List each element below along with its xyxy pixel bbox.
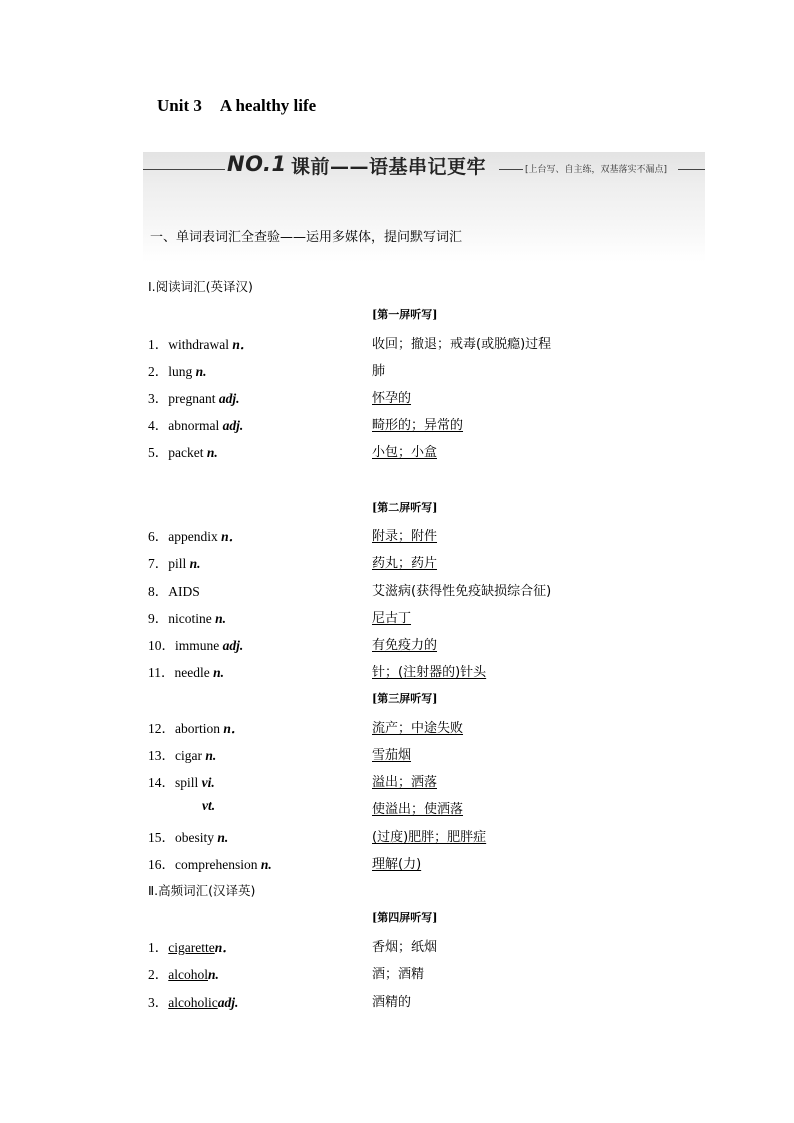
group-label-1: [第一屏听写] [372,308,438,321]
meaning: 酒；酒精 [372,967,425,982]
vocab-row [0,661,794,683]
term: 3．alcoholicadj. [148,995,239,1010]
banner-rule-right [678,169,705,170]
term: 9．nicotine n. [148,611,227,626]
vocab-row [0,441,794,463]
vocab-row [0,387,794,409]
vocab-row [0,607,794,629]
term: 6．appendix n． [148,529,243,544]
banner-number: NO.1 [227,152,287,176]
vocab-row [0,580,794,602]
vocab-row [0,963,794,985]
unit-label: Unit 3 [157,96,202,115]
meaning: 附录；附件 [372,529,438,544]
term: 15．obesity n. [148,830,229,845]
banner-rule-mid [499,169,523,170]
vocab-row [0,634,794,656]
meaning: 艾滋病(获得性免疫缺损综合征) [372,584,552,599]
unit-name: A healthy life [219,96,317,115]
term: 7．pill n. [148,556,201,571]
vocab-row [0,744,794,766]
term: 4．abnormal adj. [148,418,244,433]
vocab-row [0,853,794,875]
group-label-2: [第二屏听写] [372,501,438,514]
banner-rule-left [143,169,225,170]
term: 1．cigaretten． [148,940,236,955]
term: 3．pregnant adj. [148,391,240,406]
meaning: (过度)肥胖；肥胖症 [372,830,487,845]
term: 2．alcoholn. [148,967,219,982]
meaning: 收回；撤退；戒毒(或脱瘾)过程 [372,337,552,352]
term: 2．lung n. [148,364,207,379]
vocab-row [0,525,794,547]
meaning: 流产；中途失败 [372,721,464,736]
part2-heading: Ⅱ.高频词汇(汉译英) [148,883,256,898]
vocab-row [0,717,794,739]
term: 14．spill vi. [148,775,215,790]
part1-heading: Ⅰ.阅读词汇(英译汉) [148,279,253,294]
meaning: 使溢出；使洒落 [372,802,464,817]
vocab-row [0,360,794,382]
meaning: 香烟；纸烟 [372,940,438,955]
meaning: 怀孕的 [372,391,412,406]
meaning: 尼古丁 [372,611,412,626]
vocab-row [0,798,794,820]
meaning: 雪茄烟 [372,748,412,763]
group-label-3: [第三屏听写] [372,692,438,705]
meaning: 针；(注射器的)针头 [372,665,487,680]
meaning: 肺 [372,364,386,379]
banner-title: 课前——语基串记更牢 [291,156,487,178]
term: 5．packet n. [148,445,218,460]
vocab-row [0,991,794,1013]
meaning: 溢出；洒落 [372,775,438,790]
vocab-row [0,771,794,793]
term: 10．immune adj. [148,638,244,653]
section-banner [143,152,705,262]
meaning: 畸形的；异常的 [372,418,464,433]
vocab-row [0,936,794,958]
term: 13．cigar n. [148,748,217,763]
term: 16．comprehension n. [148,857,272,872]
term: 12．abortion n． [148,721,245,736]
vocab-row [0,552,794,574]
term: 11．needle n. [148,665,224,680]
term: 1．withdrawal n． [148,337,254,352]
vocab-row [0,826,794,848]
meaning: 理解(力) [372,857,422,872]
banner-note: [上台写、自主练，双基落实不漏点] [525,165,668,175]
unit-title [157,96,316,116]
vocab-row [0,414,794,436]
meaning: 小包；小盒 [372,445,438,460]
term: 8．AIDS [148,584,200,599]
meaning: 有免疫力的 [372,638,438,653]
meaning: 药丸；药片 [372,556,438,571]
term: vt. [202,798,216,813]
vocab-row [0,333,794,355]
meaning: 酒精的 [372,995,412,1010]
group-label-4: [第四屏听写] [372,911,438,924]
section-heading: 一、单词表词汇全查验——运用多媒体，提问默写词汇 [150,230,463,245]
